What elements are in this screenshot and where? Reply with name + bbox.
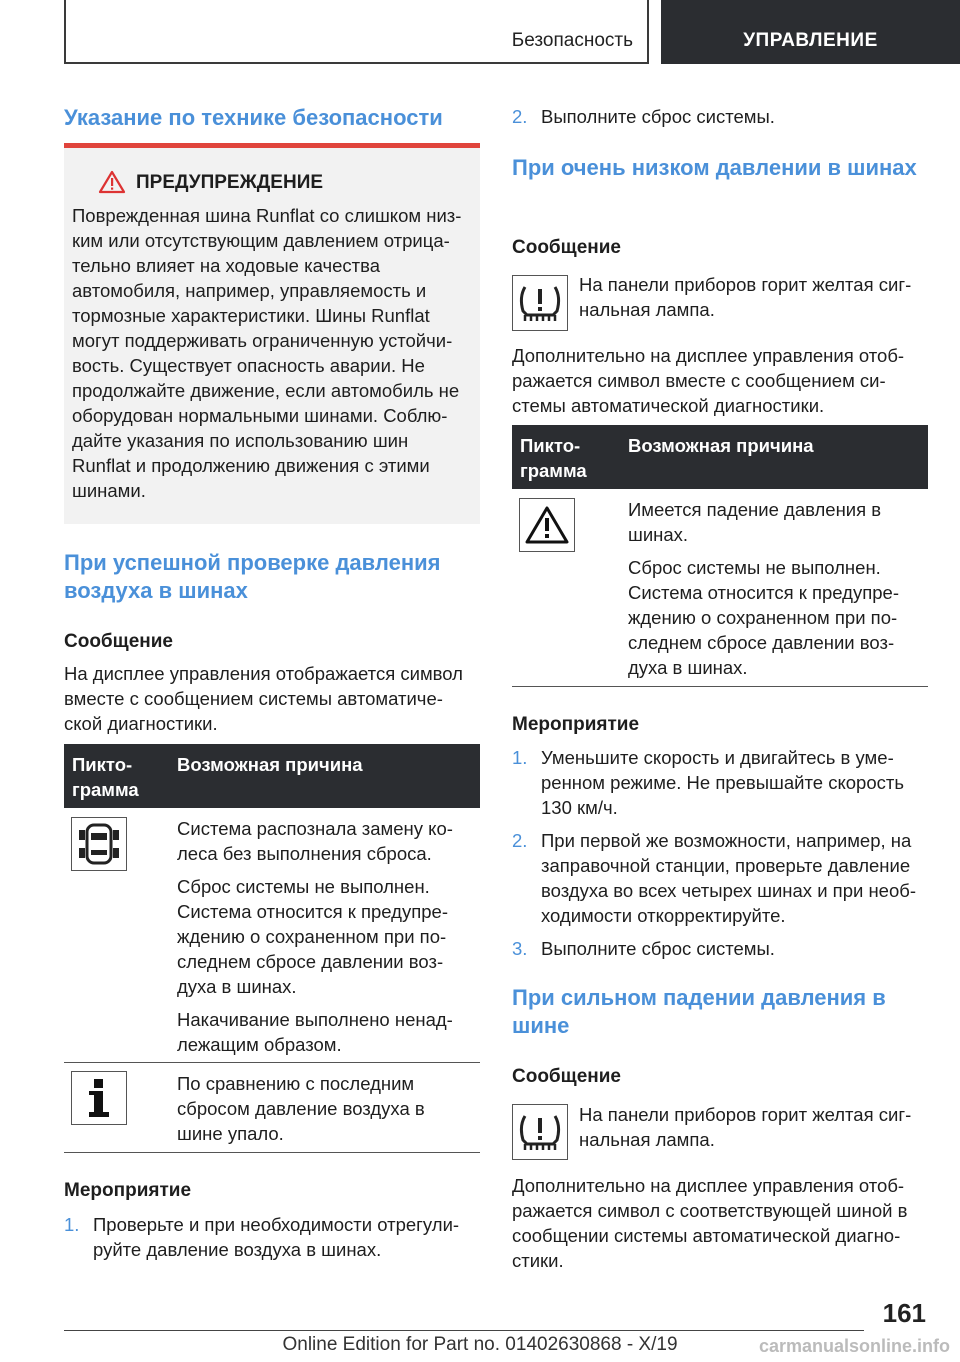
warning-line: тельно влияет на ходовые качества [72, 255, 381, 276]
warning-text [72, 203, 477, 503]
warning-line: могут поддерживать ограниченную устойчи- [72, 330, 453, 351]
measures-heading: Мероприятие [512, 714, 640, 735]
step-number: 2. [512, 106, 528, 127]
header-cell-line: Пикто- [520, 435, 581, 456]
table-row-divider [512, 686, 928, 687]
step-text: Выполните сброс системы. [541, 106, 775, 127]
measures-heading: Мероприятие [64, 1180, 192, 1201]
section-title-safety: Указание по технике безопасности [64, 105, 443, 130]
warning-line: вость. Существует опасность аварии. Не [72, 355, 425, 376]
table-row-2-cause [177, 1071, 480, 1146]
footer-edition: Online Edition for Part no. 01402630868 - X/19 [282, 1334, 678, 1355]
lamp-text [579, 272, 929, 322]
measure-text [541, 745, 904, 820]
measure-line: 130 км/ч. [541, 797, 618, 818]
extra-line: Дополнительно на дисплее управления отоб- [512, 1175, 905, 1196]
header-section-title: Безопасность [511, 30, 633, 51]
measure-item [64, 1212, 480, 1262]
measure-item [512, 936, 928, 961]
cause-line: Сброс системы не выполнен. [628, 557, 881, 578]
warning-line: шинами. [72, 480, 146, 501]
cause-line: лежащим образом. [177, 1034, 342, 1055]
table-row-1-cause [177, 816, 480, 1057]
header-chapter-title: УПРАВЛЕНИЕ [743, 30, 878, 51]
measure-line: ходимости откорректируйте. [541, 905, 786, 926]
watermark: carmanualsonline.info [758, 1336, 950, 1356]
measure-text [93, 1212, 459, 1262]
footer-divider [64, 1330, 864, 1331]
measure-line: руйте давление воздуха в шинах. [93, 1239, 382, 1260]
measure-line: При первой же возможности, например, на [541, 830, 912, 851]
message-line: На дисплее управления отображается символ [64, 663, 463, 684]
section-title-strong-drop: При сильном падении давления в шине [512, 985, 886, 1038]
step-item [512, 104, 928, 129]
tire-pressure-lamp-icon [512, 275, 568, 331]
tire-change-pictogram-icon [71, 817, 127, 871]
extra-line: ражается символ с соответствующей шиной в [512, 1200, 908, 1221]
cause-line: Система относится к предупре- [628, 582, 899, 603]
header-cell-line: грамма [72, 779, 139, 800]
warning-line: ким или отсутствующим давлением отрица- [72, 230, 450, 251]
extra-text [512, 343, 928, 418]
message-text [64, 661, 480, 736]
warning-title: ПРЕДУПРЕЖДЕНИЕ [136, 172, 324, 193]
cause-line: Система относится к предупре- [177, 901, 448, 922]
cause-line: Накачивание выполнено ненад- [177, 1009, 453, 1030]
header-chapter-tab [661, 0, 960, 64]
cause-line: По сравнению с последним [177, 1073, 415, 1094]
warning-line: Поврежденная шина Runflat со слишком низ- [72, 205, 462, 226]
table-header-pictogram [72, 752, 139, 802]
measure-line: заправочной станции, проверьте давление [541, 855, 911, 876]
section-title-very-low: При очень низком давлении в шинах [512, 155, 917, 180]
warning-box [64, 148, 480, 524]
message-heading: Сообщение [512, 237, 621, 258]
cause-line: сбросом давление воздуха в [177, 1098, 425, 1119]
warning-triangle-icon [98, 170, 126, 199]
measure-number: 2. [512, 830, 528, 851]
warning-line: Runflat и продолжению движения с этими [72, 455, 430, 476]
measures-list [512, 745, 928, 961]
header-cell-line: грамма [520, 460, 587, 481]
cause-line: ждению о сохраненном при по- [628, 607, 898, 628]
table-row-divider [64, 1152, 480, 1153]
warning-line: автомобиля, например, управляемость и [72, 280, 427, 301]
lamp-text [579, 1102, 929, 1152]
tire-pressure-lamp-icon [512, 1104, 568, 1160]
lamp-line: нальная лампа. [579, 1129, 715, 1150]
table-header [512, 425, 928, 489]
header-section-tab [64, 0, 649, 64]
cause-line: ждению о сохраненном при по- [177, 926, 447, 947]
warning-line: оборудован нормальными шинами. Соблю- [72, 405, 448, 426]
cause-line: Система распознала замену ко- [177, 818, 453, 839]
table-header-cause: Возможная причина [628, 435, 814, 456]
measure-line: Проверьте и при необходимости отрегули- [93, 1214, 460, 1235]
measure-item [512, 745, 928, 820]
cause-line: леса без выполнения сброса. [177, 843, 432, 864]
measure-number: 3. [512, 938, 528, 959]
cause-line: духа в шинах. [628, 657, 748, 678]
extra-line: стики. [512, 1250, 564, 1271]
measure-text [541, 828, 916, 928]
extra-text [512, 1173, 928, 1273]
message-heading: Сообщение [64, 631, 173, 652]
header-cell-line: Пикто- [72, 754, 133, 775]
section-title-success: При успешной проверке давления воздуха в шинах [64, 550, 441, 603]
lamp-line: нальная лампа. [579, 299, 715, 320]
table-row-1-cause [628, 497, 928, 680]
extra-line: Дополнительно на дисплее управления отоб- [512, 345, 905, 366]
table-header-cause: Возможная причина [177, 754, 363, 775]
message-heading: Сообщение [512, 1066, 621, 1087]
cause-line: шине упало. [177, 1123, 284, 1144]
measure-line: ренном режиме. Не превышайте скорость [541, 772, 904, 793]
lamp-line: На панели приборов горит желтая сиг- [579, 1104, 912, 1125]
lamp-line: На панели приборов горит желтая сиг- [579, 274, 912, 295]
warning-pictogram-icon [519, 498, 575, 552]
measure-line: Выполните сброс системы. [541, 938, 775, 959]
measure-item [512, 828, 928, 928]
cause-line: Имеется падение давления в [628, 499, 882, 520]
measure-text [541, 936, 775, 961]
cause-line: следнем сбросе давлении воз- [628, 632, 895, 653]
warning-line: тормозные характеристики. Шины Runflat [72, 305, 430, 326]
measure-line: воздуха во всех четырех шинах и при необ- [541, 880, 917, 901]
info-pictogram-icon [71, 1071, 127, 1125]
cause-line: шинах. [628, 524, 689, 545]
table-header [64, 744, 480, 808]
table-header-pictogram [520, 433, 587, 483]
message-line: вместе с сообщением системы автоматиче- [64, 688, 443, 709]
extra-line: стемы автоматической диагностики. [512, 395, 825, 416]
warning-line: продолжайте движение, если автомобиль не [72, 380, 460, 401]
measure-number: 1. [64, 1214, 80, 1235]
page-number: 161 [882, 1298, 926, 1328]
cause-line: следнем сбросе давлении воз- [177, 951, 444, 972]
measure-number: 1. [512, 747, 528, 768]
extra-line: сообщении системы автоматической диагно- [512, 1225, 901, 1246]
measure-line: Уменьшите скорость и двигайтесь в уме- [541, 747, 894, 768]
table-row-divider [64, 1062, 480, 1063]
extra-line: ражается символ вместе с сообщением си- [512, 370, 886, 391]
message-line: ской диагностики. [64, 713, 218, 734]
cause-line: Сброс системы не выполнен. [177, 876, 430, 897]
warning-line: дайте указания по использованию шин [72, 430, 409, 451]
cause-line: духа в шинах. [177, 976, 297, 997]
